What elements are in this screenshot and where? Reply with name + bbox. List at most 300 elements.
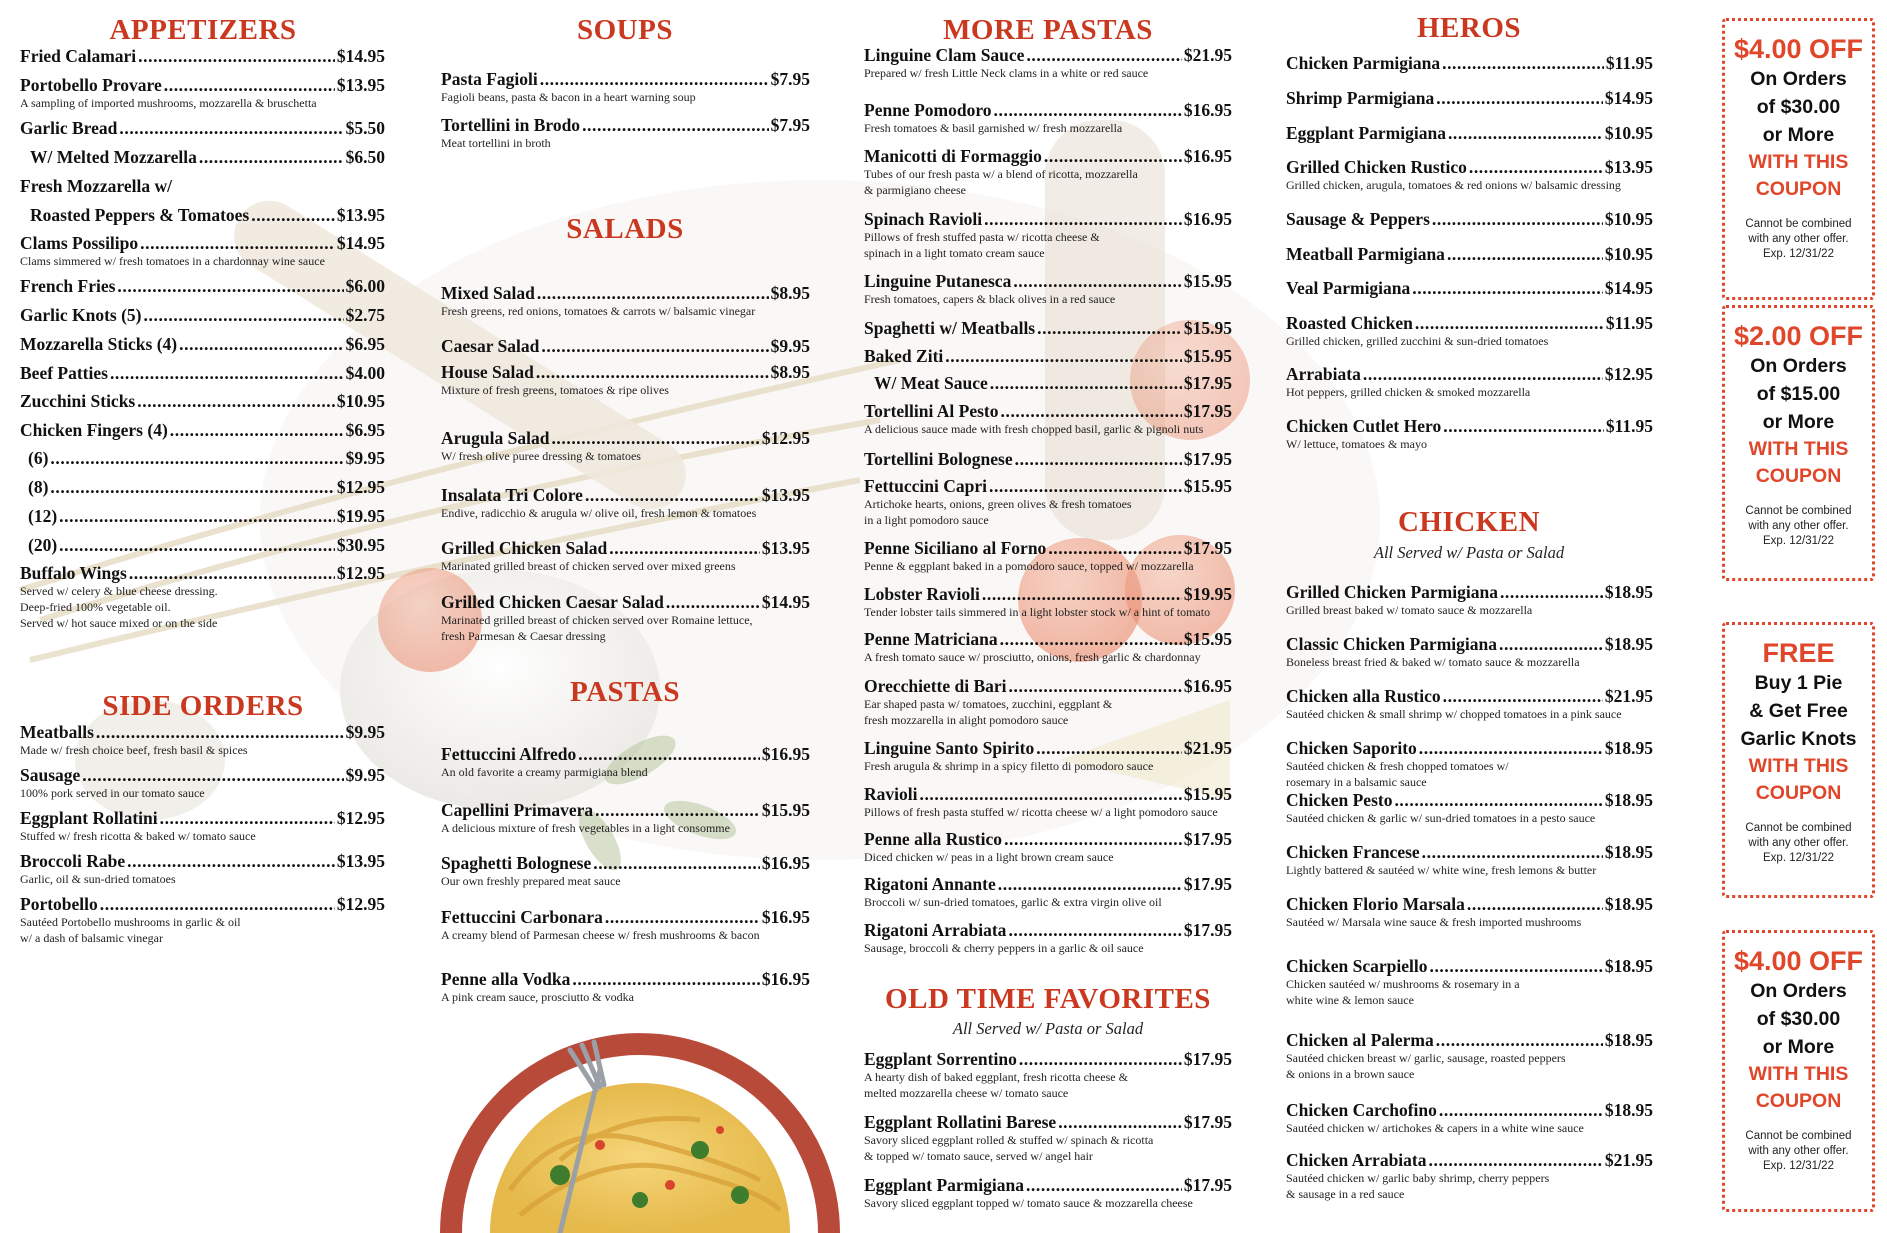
- dot-leader: [536, 362, 769, 382]
- item-name: Grilled Chicken Salad: [441, 538, 608, 558]
- menu-item: [1286, 278, 1653, 298]
- menu-item: [864, 1112, 1232, 1164]
- item-description: Marinated grilled breast of chicken served over Romaine lettuce, fresh Parmesan & Caesar dressing: [441, 613, 753, 643]
- item-name: House Salad: [441, 362, 534, 382]
- item-name: Roasted Peppers & Tomatoes: [30, 205, 250, 225]
- item-name: Linguine Santo Spirito: [864, 738, 1035, 758]
- menu-item: [20, 894, 385, 946]
- menu-item: [441, 907, 810, 943]
- item-name: Eggplant Sorrentino: [864, 1049, 1017, 1069]
- menu-item: [441, 428, 810, 464]
- item-description: Grilled chicken, grilled zucchini & sun-dried tomatoes: [1286, 334, 1549, 348]
- dot-leader: [982, 584, 1182, 604]
- item-price: $15.95: [1183, 346, 1232, 366]
- dot-leader: [1004, 829, 1182, 849]
- dot-leader: [1008, 920, 1181, 940]
- coupon-fine-print: Cannot be combined: [1745, 822, 1852, 834]
- item-price: $17.95: [1183, 829, 1232, 849]
- menu-item: [1286, 1150, 1653, 1202]
- item-name: Meatballs: [20, 722, 94, 742]
- dot-leader: [179, 334, 343, 354]
- dot-leader: [572, 969, 760, 989]
- dot-leader: [1436, 1030, 1603, 1050]
- dot-leader: [1432, 209, 1603, 229]
- item-description: Sautéed chicken & garlic w/ sun-dried tomatoes in a pesto sauce: [1286, 811, 1596, 825]
- item-name: Chicken Fingers (4): [20, 420, 168, 440]
- item-price: $14.95: [336, 46, 385, 66]
- dot-leader: [110, 363, 344, 383]
- coupon-fine-print: Cannot be combined: [1745, 1130, 1852, 1142]
- menu-item: [874, 373, 1232, 393]
- coupon-headline: FREE: [1762, 638, 1835, 668]
- dot-leader: [984, 209, 1182, 229]
- item-description: Fagioli beans, pasta & bacon in a heart warning soup: [441, 90, 696, 104]
- menu-item: [1286, 738, 1653, 790]
- dot-leader: [1001, 401, 1182, 421]
- item-description: Prepared w/ fresh Little Neck clams in a white or red sauce: [864, 66, 1149, 80]
- item-name: Clams Possilipo: [20, 233, 139, 253]
- item-name: Chicken Cutlet Hero: [1286, 416, 1442, 436]
- menu-item: [1286, 157, 1653, 193]
- item-description: A delicious sauce made with fresh chopped basil, garlic & pignoli nuts: [864, 422, 1204, 436]
- item-name: Eggplant Parmigiana: [864, 1175, 1024, 1195]
- item-price: $15.95: [1183, 629, 1232, 649]
- item-name: (6): [28, 448, 49, 468]
- dot-leader: [582, 115, 769, 135]
- item-name: Penne Pomodoro: [864, 100, 992, 120]
- item-price: $19.95: [336, 506, 385, 526]
- item-price: $16.95: [761, 907, 810, 927]
- item-name: Arrabiata: [1286, 364, 1361, 384]
- item-price: $21.95: [1183, 45, 1232, 65]
- item-price: $30.95: [336, 535, 385, 555]
- dot-leader: [1429, 1150, 1603, 1170]
- coupon-offer-line: On Orders: [1750, 68, 1847, 90]
- coupon-with-this: COUPON: [1755, 782, 1842, 804]
- menu-item: [28, 535, 385, 555]
- section-title-chicken: CHICKEN: [1397, 506, 1541, 538]
- item-price: $12.95: [336, 563, 385, 583]
- menu-item: [864, 476, 1232, 528]
- item-name: Caesar Salad: [441, 336, 540, 356]
- item-price: $16.95: [761, 744, 810, 764]
- menu-item: [20, 305, 385, 325]
- item-price: $10.95: [1604, 244, 1653, 264]
- item-description: Fresh tomatoes, capers & black olives in a red sauce: [864, 292, 1116, 306]
- item-description: Fresh arugula & shrimp in a spicy filetto di pomodoro sauce: [864, 759, 1154, 773]
- dot-leader: [609, 538, 760, 558]
- item-name: Tortellini in Brodo: [441, 115, 581, 135]
- coupon: [1722, 305, 1875, 581]
- dot-leader: [994, 100, 1182, 120]
- item-name: Fettuccini Capri: [864, 476, 987, 496]
- item-description: Savory sliced eggplant rolled & stuffed w/ spinach & ricotta & topped w/ tomato sauce, served w/ angel hair: [864, 1133, 1154, 1163]
- item-name: Spinach Ravioli: [864, 209, 983, 229]
- coupon-fine-print: with any other offer.: [1748, 837, 1849, 849]
- item-description: Broccoli w/ sun-dried tomatoes, garlic & extra virgin olive oil: [864, 895, 1162, 909]
- menu-item: [20, 46, 385, 66]
- dot-leader: [1447, 244, 1603, 264]
- item-name: Grilled Chicken Caesar Salad: [441, 592, 664, 612]
- item-price: $16.95: [1183, 209, 1232, 229]
- dot-leader: [1015, 449, 1182, 469]
- item-name: Penne alla Vodka: [441, 969, 571, 989]
- item-name: Chicken Arrabiata: [1286, 1150, 1427, 1170]
- item-name: Roasted Chicken: [1286, 313, 1413, 333]
- item-price: $16.95: [1183, 100, 1232, 120]
- dot-leader: [199, 147, 344, 167]
- dot-leader: [666, 592, 760, 612]
- item-name: Orecchiette di Bari: [864, 676, 1007, 696]
- item-name: Chicken Carchofino: [1286, 1100, 1437, 1120]
- dot-leader: [1009, 676, 1182, 696]
- item-price: $9.95: [345, 765, 385, 785]
- item-price: $6.00: [345, 276, 385, 296]
- item-price: $18.95: [1604, 790, 1653, 810]
- menu-item: [20, 722, 385, 758]
- item-price: $8.95: [770, 283, 810, 303]
- item-price: $18.95: [1604, 956, 1653, 976]
- dot-leader: [127, 851, 335, 871]
- dot-leader: [59, 535, 335, 555]
- item-price: $7.95: [770, 115, 810, 135]
- item-price: $17.95: [1183, 920, 1232, 940]
- coupon-offer-line: of $30.00: [1756, 1008, 1841, 1030]
- item-price: $12.95: [1604, 364, 1653, 384]
- dot-leader: [251, 205, 335, 225]
- dot-leader: [1448, 123, 1603, 143]
- item-description: Meat tortellini in broth: [441, 136, 551, 150]
- dot-leader: [137, 391, 335, 411]
- dot-leader: [1026, 45, 1181, 65]
- item-price: $2.75: [345, 305, 385, 325]
- item-description: An old favorite a creamy parmigiana blend: [441, 765, 648, 779]
- menu-item: [28, 506, 385, 526]
- menu-item: [1286, 1030, 1653, 1082]
- dot-leader: [1044, 146, 1182, 166]
- item-description: Tubes of our fresh pasta w/ a blend of ricotta, mozzarella & parmigiano cheese: [864, 167, 1138, 197]
- coupon-fine-print: Exp. 12/31/22: [1763, 535, 1834, 547]
- item-name: Veal Parmigiana: [1286, 278, 1411, 298]
- menu-item: [864, 209, 1232, 261]
- menu-item: [1286, 790, 1653, 826]
- item-price: $16.95: [761, 853, 810, 873]
- dot-leader: [96, 722, 344, 742]
- item-price: $18.95: [1604, 1100, 1653, 1120]
- section-title-salads: SALADS: [566, 213, 684, 245]
- menu-item: [30, 205, 385, 225]
- menu-item: [1286, 123, 1653, 143]
- coupon-headline: $2.00 OFF: [1733, 321, 1864, 351]
- dot-leader: [1412, 278, 1603, 298]
- item-price: $14.95: [336, 233, 385, 253]
- dot-leader: [1439, 1100, 1603, 1120]
- item-description: A hearty dish of baked eggplant, fresh ricotta cheese & melted mozzarella cheese w/ tomato sauce: [864, 1070, 1128, 1100]
- coupon-offer-line: of $30.00: [1756, 96, 1841, 118]
- menu-item: [864, 146, 1232, 198]
- dot-leader: [595, 800, 760, 820]
- item-name: W/ Melted Mozzarella: [30, 147, 197, 167]
- section-title-more-pastas: MORE PASTAS: [943, 14, 1153, 46]
- item-name: (20): [28, 535, 58, 555]
- dot-leader: [1436, 88, 1603, 108]
- item-price: $10.95: [1604, 123, 1653, 143]
- menu-item: [1286, 53, 1653, 73]
- dot-leader: [537, 283, 769, 303]
- item-name: Shrimp Parmigiana: [1286, 88, 1435, 108]
- item-description: Fresh greens, red onions, tomatoes & carrots w/ balsamic vinegar: [441, 304, 756, 318]
- dot-leader: [144, 305, 344, 325]
- dot-leader: [1000, 629, 1182, 649]
- coupon-with-this: WITH THIS: [1748, 755, 1849, 777]
- menu-item: [864, 1175, 1232, 1211]
- section-title-appetizers: APPETIZERS: [109, 14, 297, 46]
- item-price: $15.95: [1183, 784, 1232, 804]
- dot-leader: [82, 765, 343, 785]
- menu-item: [1286, 313, 1653, 349]
- coupon-with-this: COUPON: [1755, 178, 1842, 200]
- item-description: Diced chicken w/ peas in a light brown cream sauce: [864, 850, 1114, 864]
- item-price: $10.95: [336, 391, 385, 411]
- coupon-with-this: COUPON: [1755, 1090, 1842, 1112]
- item-name: Sausage & Peppers: [1286, 209, 1430, 229]
- item-name: Chicken alla Rustico: [1286, 686, 1441, 706]
- dot-leader: [540, 69, 769, 89]
- menu-item: [1286, 634, 1653, 670]
- dot-leader: [140, 233, 335, 253]
- item-description: Marinated grilled breast of chicken served over mixed greens: [441, 559, 736, 573]
- item-name: Arugula Salad: [441, 428, 550, 448]
- dot-leader: [59, 506, 335, 526]
- item-price: $18.95: [1604, 894, 1653, 914]
- coupon-offer-line: of $15.00: [1756, 383, 1841, 405]
- item-name: Portobello Provare: [20, 75, 162, 95]
- menu-item: [441, 538, 810, 574]
- item-description: Mixture of fresh greens, tomatoes & ripe olives: [441, 383, 669, 397]
- coupon-fine-print: with any other offer.: [1748, 233, 1849, 245]
- dot-leader: [945, 346, 1182, 366]
- item-price: $16.95: [761, 969, 810, 989]
- dot-leader: [593, 853, 760, 873]
- menu-item: [441, 336, 810, 356]
- menu-item: [20, 233, 385, 269]
- menu-item: [20, 118, 385, 138]
- menu-item: [864, 676, 1232, 728]
- item-name: Fried Calamari: [20, 46, 137, 66]
- item-name: Chicken Parmigiana: [1286, 53, 1441, 73]
- dot-leader: [1419, 738, 1603, 758]
- menu-item: [1286, 416, 1653, 452]
- item-name: Pasta Fagioli: [441, 69, 538, 89]
- item-price: $12.95: [336, 894, 385, 914]
- item-name: (8): [28, 477, 49, 497]
- menu-item: [20, 276, 385, 296]
- item-name: Eggplant Parmigiana: [1286, 123, 1446, 143]
- item-price: $13.95: [336, 851, 385, 871]
- item-name: Chicken Saporito: [1286, 738, 1417, 758]
- menu-item: [20, 420, 385, 440]
- item-name: Ravioli: [864, 784, 918, 804]
- menu-item: [20, 75, 385, 111]
- item-name: Grilled Chicken Rustico: [1286, 157, 1467, 177]
- menu-item: [441, 744, 810, 780]
- section-title-soups: SOUPS: [577, 14, 673, 46]
- item-description: Clams simmered w/ fresh tomatoes in a chardonnay wine sauce: [20, 254, 325, 268]
- dot-leader: [129, 563, 335, 583]
- menu-item: [864, 538, 1232, 574]
- menu-item: [441, 362, 810, 398]
- section-title-pastas: PASTAS: [570, 676, 680, 708]
- coupon-fine-print: with any other offer.: [1748, 1145, 1849, 1157]
- item-price: $17.95: [1183, 449, 1232, 469]
- dot-leader: [1443, 416, 1604, 436]
- item-name: (12): [28, 506, 58, 526]
- dot-leader: [541, 336, 768, 356]
- item-description: Grilled chicken, arugula, tomatoes & red onions w/ balsamic dressing: [1286, 178, 1621, 192]
- item-price: $9.95: [345, 722, 385, 742]
- item-name: Classic Chicken Parmigiana: [1286, 634, 1497, 654]
- dot-leader: [1394, 790, 1602, 810]
- menu-item: [20, 563, 385, 631]
- item-price: $16.95: [1183, 676, 1232, 696]
- item-price: $18.95: [1604, 1030, 1653, 1050]
- dot-leader: [1058, 1112, 1182, 1132]
- item-description: Lightly battered & sautéed w/ white wine, fresh lemons & butter: [1286, 863, 1597, 877]
- menu-item: [864, 784, 1232, 820]
- item-name: Garlic Knots (5): [20, 305, 142, 325]
- item-description: Sautéed chicken w/ garlic baby shrimp, cherry peppers & sausage in a red sauce: [1286, 1171, 1550, 1201]
- menu-item: [441, 800, 810, 836]
- item-price: $13.95: [336, 205, 385, 225]
- item-price: $11.95: [1605, 53, 1653, 73]
- menu-item: [864, 346, 1232, 366]
- dot-leader: [1019, 1049, 1182, 1069]
- menu-item: [864, 920, 1232, 956]
- item-description: Savory sliced eggplant topped w/ tomato sauce & mozzarella cheese: [864, 1196, 1193, 1210]
- item-price: $12.95: [336, 808, 385, 828]
- item-price: $15.95: [1183, 271, 1232, 291]
- coupon-headline: $4.00 OFF: [1733, 946, 1864, 976]
- item-description: Stuffed w/ fresh ricotta & baked w/ tomato sauce: [20, 829, 256, 843]
- item-name: Meatball Parmigiana: [1286, 244, 1445, 264]
- item-price: $18.95: [1604, 634, 1653, 654]
- menu-item: [1286, 364, 1653, 400]
- menu-item: [1286, 842, 1653, 878]
- item-price: $13.95: [336, 75, 385, 95]
- item-name: Capellini Primavera: [441, 800, 594, 820]
- dot-leader: [1415, 313, 1604, 333]
- menu-item: [20, 808, 385, 844]
- item-price: $6.95: [345, 420, 385, 440]
- menu-item: [864, 829, 1232, 865]
- dot-leader: [578, 744, 760, 764]
- item-name: French Fries: [20, 276, 116, 296]
- item-name: Fresh Mozzarella w/: [20, 176, 172, 196]
- item-description: Sausage, broccoli & cherry peppers in a garlic & oil sauce: [864, 941, 1144, 955]
- item-price: $12.95: [336, 477, 385, 497]
- item-description: Ear shaped pasta w/ tomatoes, zucchini, eggplant & fresh mozzarella in alight pomodoro sauce: [864, 697, 1113, 727]
- dot-leader: [989, 476, 1182, 496]
- dot-leader: [1036, 738, 1182, 758]
- menu-item: [864, 1049, 1232, 1101]
- item-price: $11.95: [1605, 416, 1653, 436]
- item-name: Chicken Francese: [1286, 842, 1420, 862]
- item-description: W/ fresh olive puree dressing & tomatoes: [441, 449, 641, 463]
- item-description: Sautéed chicken w/ artichokes & capers in a white wine sauce: [1286, 1121, 1584, 1135]
- menu-item: [441, 69, 810, 105]
- coupon-offer-line: Buy 1 Pie: [1754, 672, 1843, 694]
- section-title-heros: HEROS: [1416, 12, 1522, 44]
- menu-item: [864, 100, 1232, 136]
- item-description: Grilled breast baked w/ tomato sauce & mozzarella: [1286, 603, 1533, 617]
- item-description: Penne & eggplant baked in a pomodoro sauce, topped w/ mozzarella: [864, 559, 1194, 573]
- item-description: Garlic, oil & sun-dried tomatoes: [20, 872, 176, 886]
- dot-leader: [1442, 53, 1604, 73]
- item-description: 100% pork served in our tomato sauce: [20, 786, 205, 800]
- item-description: W/ lettuce, tomatoes & mayo: [1286, 437, 1427, 451]
- dot-leader: [1499, 634, 1603, 654]
- item-name: Chicken Scarpiello: [1286, 956, 1428, 976]
- item-name: Spaghetti w/ Meatballs: [864, 318, 1036, 338]
- item-description: A creamy blend of Parmesan cheese w/ fresh mushrooms & bacon: [441, 928, 760, 942]
- item-name: Grilled Chicken Parmigiana: [1286, 582, 1498, 602]
- item-price: $9.95: [770, 336, 810, 356]
- item-price: $18.95: [1604, 738, 1653, 758]
- dot-leader: [50, 448, 343, 468]
- menu-item: [864, 401, 1232, 437]
- menu-item: [1286, 244, 1653, 264]
- item-name: Zucchini Sticks: [20, 391, 136, 411]
- item-description: A delicious mixture of fresh vegetables in a light consomme: [441, 821, 730, 835]
- coupon-offer-line: & Get Free: [1749, 700, 1848, 722]
- coupon-with-this: WITH THIS: [1748, 1063, 1849, 1085]
- dot-leader: [1026, 1175, 1182, 1195]
- menu-item: [1286, 686, 1653, 722]
- item-description: Sautéed Portobello mushrooms in garlic & oil w/ a dash of balsamic vinegar: [20, 915, 241, 945]
- dot-leader: [138, 46, 335, 66]
- coupon-offer-line: or More: [1762, 411, 1835, 433]
- item-description: Served w/ celery & blue cheese dressing. Deep-fried 100% vegetable oil. Served w/ hot sauce mixed or on the side: [20, 584, 218, 630]
- item-price: $14.95: [1604, 88, 1653, 108]
- menu-item: [864, 874, 1232, 910]
- menu-item: [441, 853, 810, 889]
- menu-item: [1286, 88, 1653, 108]
- item-description: Sautéed chicken breast w/ garlic, sausage, roasted peppers & onions in a brown sauce: [1286, 1051, 1566, 1081]
- menu-item: [20, 765, 385, 801]
- coupon: [1722, 930, 1875, 1212]
- menu-item: [864, 629, 1232, 665]
- item-description: Sautéed chicken & small shrimp w/ chopped tomatoes in a pink sauce: [1286, 707, 1622, 721]
- coupon-fine-print: with any other offer.: [1748, 520, 1849, 532]
- coupon-offer-line: or More: [1762, 1036, 1835, 1058]
- coupon-with-this: WITH THIS: [1748, 151, 1849, 173]
- item-price: $16.95: [1183, 146, 1232, 166]
- dot-leader: [1443, 686, 1603, 706]
- item-name: Portobello: [20, 894, 98, 914]
- item-price: $6.50: [345, 147, 385, 167]
- item-price: $17.95: [1183, 874, 1232, 894]
- item-description: Sautéed w/ Marsala wine sauce & fresh imported mushrooms: [1286, 915, 1582, 929]
- item-name: Broccoli Rabe: [20, 851, 126, 871]
- item-description: Pillows of fresh stuffed pasta w/ ricotta cheese & spinach in a light tomato cream sauce: [864, 230, 1100, 260]
- item-name: Fettuccini Alfredo: [441, 744, 577, 764]
- dot-leader: [1500, 582, 1603, 602]
- item-price: $7.95: [770, 69, 810, 89]
- coupon: [1722, 622, 1875, 898]
- item-description: Hot peppers, grilled chicken & smoked mozzarella: [1286, 385, 1531, 399]
- coupon-with-this: COUPON: [1755, 465, 1842, 487]
- item-description: Made w/ fresh choice beef, fresh basil & spices: [20, 743, 248, 757]
